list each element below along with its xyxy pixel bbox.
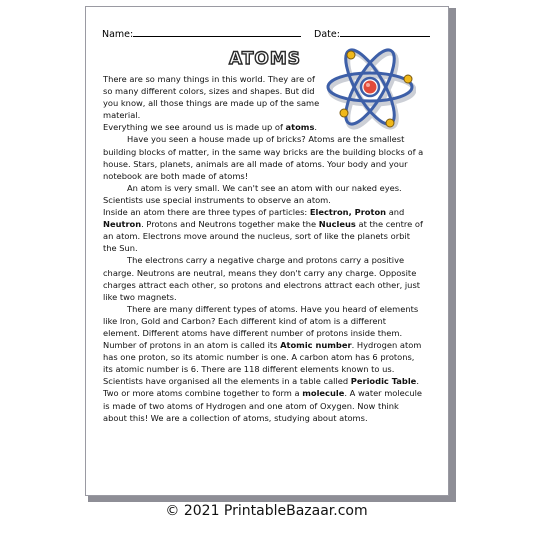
date-underline[interactable] xyxy=(340,27,430,37)
name-label: Name: xyxy=(102,29,134,40)
paragraph-elements xyxy=(103,303,425,424)
keyword-periodic-table: Periodic Table xyxy=(350,376,417,387)
paragraph-charges: The electrons carry a negative charge and protons carry a positive charge. Neutrons are neutral, means they don't carry any charge. Opposite charges attract each other, so protons and electrons attract each other, just like two magnets. xyxy=(103,255,421,302)
article-body xyxy=(103,73,425,424)
text-run: and xyxy=(386,207,405,218)
paragraph-intro: There are so many things in this world. They are of so many different colors, sizes and shapes. But did you know, all those things are made up of the same material. xyxy=(103,74,320,121)
name-field[interactable] xyxy=(102,27,301,40)
date-label: Date: xyxy=(314,29,340,40)
page-title: ATOMS xyxy=(229,49,302,69)
keyword-neutron: Neutron xyxy=(103,219,142,230)
copyright-footer: © 2021 PrintableBazaar.com xyxy=(165,503,368,519)
paragraph-bricks: Have you seen a house made up of bricks? Atoms are the smallest building blocks of matter, in the same way bricks are the building blocks of a house. Stars, planets, animals are all made of atoms. Your body and your notebook are both made of atoms! xyxy=(103,134,424,181)
text-run: . Hydrogen atom has one proton, so its atomic number is one. A carbon atom has 6 protons, its atomic number is 6. There are 118 different elements known to us. Scientists have organised all the elements in a table called xyxy=(103,340,422,387)
paragraph-atoms xyxy=(103,121,425,133)
paragraph-small: An atom is very small. We can't see an atom with our naked eyes. Scientists use special instruments to observe an atom. xyxy=(103,182,402,205)
text-run: . Two or more atoms combine together to form a xyxy=(103,376,419,399)
keyword-electron-proton: Electron, Proton xyxy=(309,207,387,218)
text-run: at the centre of an atom. Electrons move around the nucleus, sort of like the planets orbit the Sun. xyxy=(103,219,423,254)
paragraph-particles xyxy=(103,206,425,254)
keyword-atoms: atoms xyxy=(285,122,315,133)
worksheet-page xyxy=(85,6,449,496)
date-field[interactable] xyxy=(314,27,430,40)
keyword-molecule: molecule xyxy=(302,388,345,399)
keyword-atomic-number: Atomic number xyxy=(280,340,352,351)
text-run: . Protons and Neutrons together make the xyxy=(141,219,319,230)
worksheet-header xyxy=(102,27,434,39)
text-run: Inside an atom there are three types of particles: xyxy=(103,207,310,218)
text-run: There are many different types of atoms. Have you heard of elements like Iron, Gold and Carbon? Each different kind of atom is a different element. Different atoms have different number of protons inside them. Number of protons in an atom is called its xyxy=(103,303,419,351)
text-run: . A water molecule is made of two atoms of Hydrogen and one atom of Oxygen. Now think about this! We are a collection of atoms, studying about atoms. xyxy=(103,388,423,423)
keyword-nucleus: Nucleus xyxy=(318,219,356,230)
text-run: Everything we see around us is made up of xyxy=(103,122,286,133)
text-run: . xyxy=(314,122,318,133)
name-underline[interactable] xyxy=(133,27,301,37)
